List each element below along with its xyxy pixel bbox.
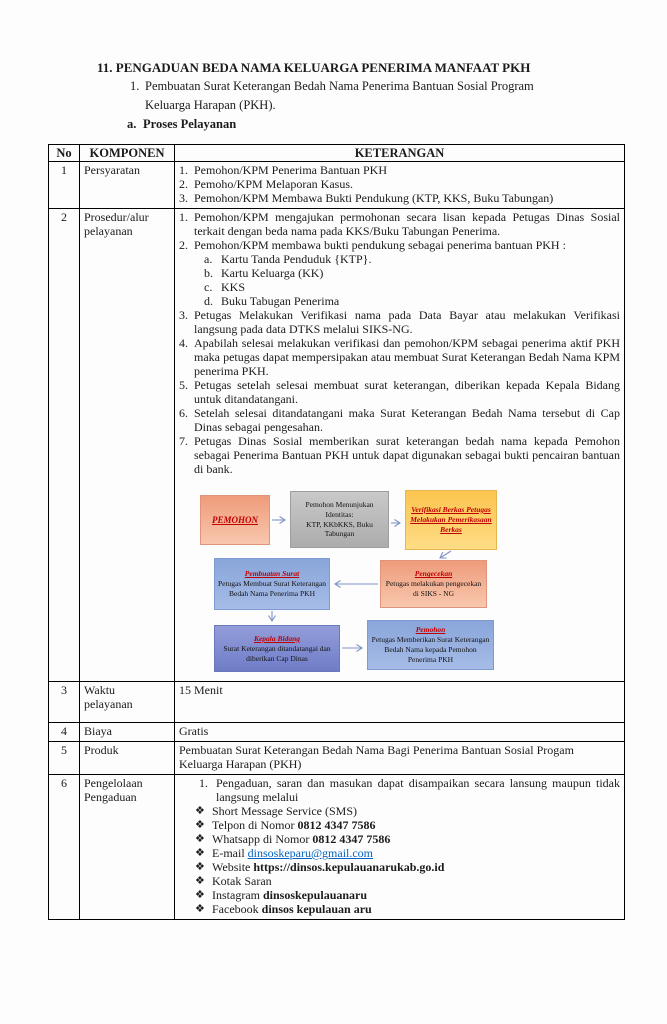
diamond-bullet-icon: ❖ [195,861,205,873]
document-heading [0,58,667,134]
flow-box-pemohon: PEMOHON [200,495,270,545]
section-heading [127,115,667,134]
row-number: 5 [49,742,80,775]
flow-box-verifikasi: Verifikasi Berkas Petugas Melakukan Pemerikasaan Berkas [405,490,497,550]
diamond-bullet-icon: ❖ [195,819,205,831]
contact-item-facebook: ❖ Facebook dinsos kepulauan aru [195,902,372,916]
list-item: 3. Petugas Melakukan Verifikasi nama pada Data Bayar atau melakukan Verifikasi langsung pada data DTKS melalui SIKS-NG. [179,308,620,336]
diamond-bullet-icon: ❖ [195,889,205,901]
contact-item-website: ❖ Website https://dinsos.kepulauanarukab.go.id [195,860,445,874]
list-item: 3. Pemohon/KPM Membawa Bukti Pendukung (KTP, KKS, Buku Tabungan) [179,191,554,205]
subtitle-number: 1. [130,79,140,93]
contact-item-whatsapp: ❖ Whatsapp di Nomor 0812 4347 7586 [195,832,391,846]
komponen-cell: Prosedur/alur pelayanan [80,209,175,682]
komponen-cell: Produk [80,742,175,775]
flowchart [179,490,620,678]
row-number: 1 [49,162,80,209]
section-title: Proses Pelayanan [143,117,237,131]
section-letter: a. [127,117,137,131]
table-row-produk [49,742,625,775]
table-header-row [49,145,625,162]
header-komponen: KOMPONEN [80,145,175,162]
row-number: 3 [49,682,80,723]
keterangan-cell: Pembuatan Surat Keterangan Bedah Nama Bagi Penerima Bantuan Sosial Progam Keluarga Harapan (PKH) [175,742,625,775]
sub-list-item: d. Buku Tabugan Penerima [204,294,340,308]
header-keterangan: KETERANGAN [175,145,625,162]
flow-box-pemohon-akhir: Pemohon Petugas Memberikan Surat Keterangan Bedah Nama kepada Pemohon Penerima PKH [367,620,494,670]
row-number: 4 [49,723,80,742]
keterangan-cell [175,775,625,920]
komponen-cell: Biaya [80,723,175,742]
list-item: 5. Petugas setelah selesai membuat surat keterangan, diberikan kepada Kepala Bidang untuk ditandatangani. [179,378,620,406]
list-item: 2. Pemohon/KPM membawa bukti pendukung sebagai penerima bantuan PKH : [179,238,566,252]
instagram-handle: dinsoskepulauanaru [262,888,368,902]
sub-list-item: b. Kartu Keluarga (KK) [204,266,324,280]
table-row-pengaduan [49,775,625,920]
row-number: 6 [49,775,80,920]
keterangan-cell: 15 Menit [175,682,625,723]
website-url: https://dinsos.kepulauanarukab.go.id [253,860,445,874]
list-item: 1. Pengaduan, saran dan masukan dapat disampaikan secara lansung maupun tidak langsung melalui [199,776,620,804]
header-no: No [49,145,80,162]
list-item: 2. Pemoho/KPM Melaporan Kasus. [179,177,353,191]
keterangan-cell [175,162,625,209]
diamond-bullet-icon: ❖ [195,833,205,845]
subtitle [130,77,548,115]
contact-item-phone: ❖ Telpon di Nomor 0812 4347 7586 [195,818,376,832]
list-item: 6. Setelah selesai ditandatangani maka Surat Keterangan Bedah Nama tersebut di Cap Dinas sebagai pengesahan. [179,406,620,434]
flow-box-pengecekan: Pengecekan Petugas melakukan pengecekan di SIKS - NG [380,560,487,608]
komponen-cell: Pengelolaan Pengaduan [80,775,175,920]
flow-box-identitas: Pemohon Menunjukan Identitas: KTP, KKbKKS, Buku Tabungan [290,491,389,548]
email-link[interactable]: dinsoskeparu@gmail.com [247,846,374,860]
flow-box-kepala-bidang: Kepala Bidang Surat Keterangan ditandatangai dan diberikan Cap Dinas [214,625,340,672]
keterangan-cell [175,209,625,682]
whatsapp-number: 0812 4347 7586 [312,832,391,846]
diamond-bullet-icon: ❖ [195,875,205,887]
diamond-bullet-icon: ❖ [195,847,205,859]
contact-item-email: ❖ E-mail dinsoskeparu@gmail.com [195,846,374,860]
phone-number: 0812 4347 7586 [297,818,376,832]
contact-item-sms: ❖ Short Message Service (SMS) [195,804,357,818]
table-row-biaya [49,723,625,742]
table-row-waktu [49,682,625,723]
komponen-cell: Persyaratan [80,162,175,209]
row-number: 2 [49,209,80,682]
page-title: 11. PENGADUAN BEDA NAMA KELUARGA PENERIMA MANFAAT PKH [97,60,531,75]
keterangan-cell: Gratis [175,723,625,742]
service-table [48,144,625,920]
contact-item-instagram: ❖ Instagram dinsoskepulauanaru [195,888,368,902]
contact-item-kotak-saran: ❖ Kotak Saran [195,874,272,888]
sub-list-item: c. KKS [204,280,246,294]
subtitle-text: Pembuatan Surat Keterangan Bedah Nama Penerima Bantuan Sosial Program Keluarga Harapan (PKH). [145,79,534,112]
komponen-cell: Waktu pelayanan [80,682,175,723]
flow-box-pembuatan-surat: Pembuatan Surat Petugas Membuat Surat Keterangan Bedah Nama Penerima PKH [214,558,330,610]
table-row-persyaratan [49,162,625,209]
table-row-prosedur [49,209,625,682]
list-item: 4. Apabilah selesai melakukan verifikasi dan pemohon/KPM sebagai penerima aktif PKH maka petugas dapat mempersipakan atau membuat Surat Keterangan Bedah Nama KPM penerima PKH. [179,336,620,378]
list-item: 1. Pemohon/KPM mengajukan permohonan secara lisan kepada Petugas Dinas Sosial terkait dengan beda nama pada KKS/Buku Tabungan Penerima. [179,210,620,238]
list-item: 7. Petugas Dinas Sosial memberikan surat keterangan bedah nama kepada Pemohon sebagai Penerima Bantuan PKH untuk dapat digunakan sebagai bukti pencairan bantuan di bank. [179,434,620,476]
diamond-bullet-icon: ❖ [195,805,205,817]
list-item: 1. Pemohon/KPM Penerima Bantuan PKH [179,163,387,177]
diamond-bullet-icon: ❖ [195,903,205,915]
sub-list-item: a. Kartu Tanda Penduduk {KTP}. [204,252,372,266]
facebook-handle: dinsos kepulauan aru [261,902,372,916]
